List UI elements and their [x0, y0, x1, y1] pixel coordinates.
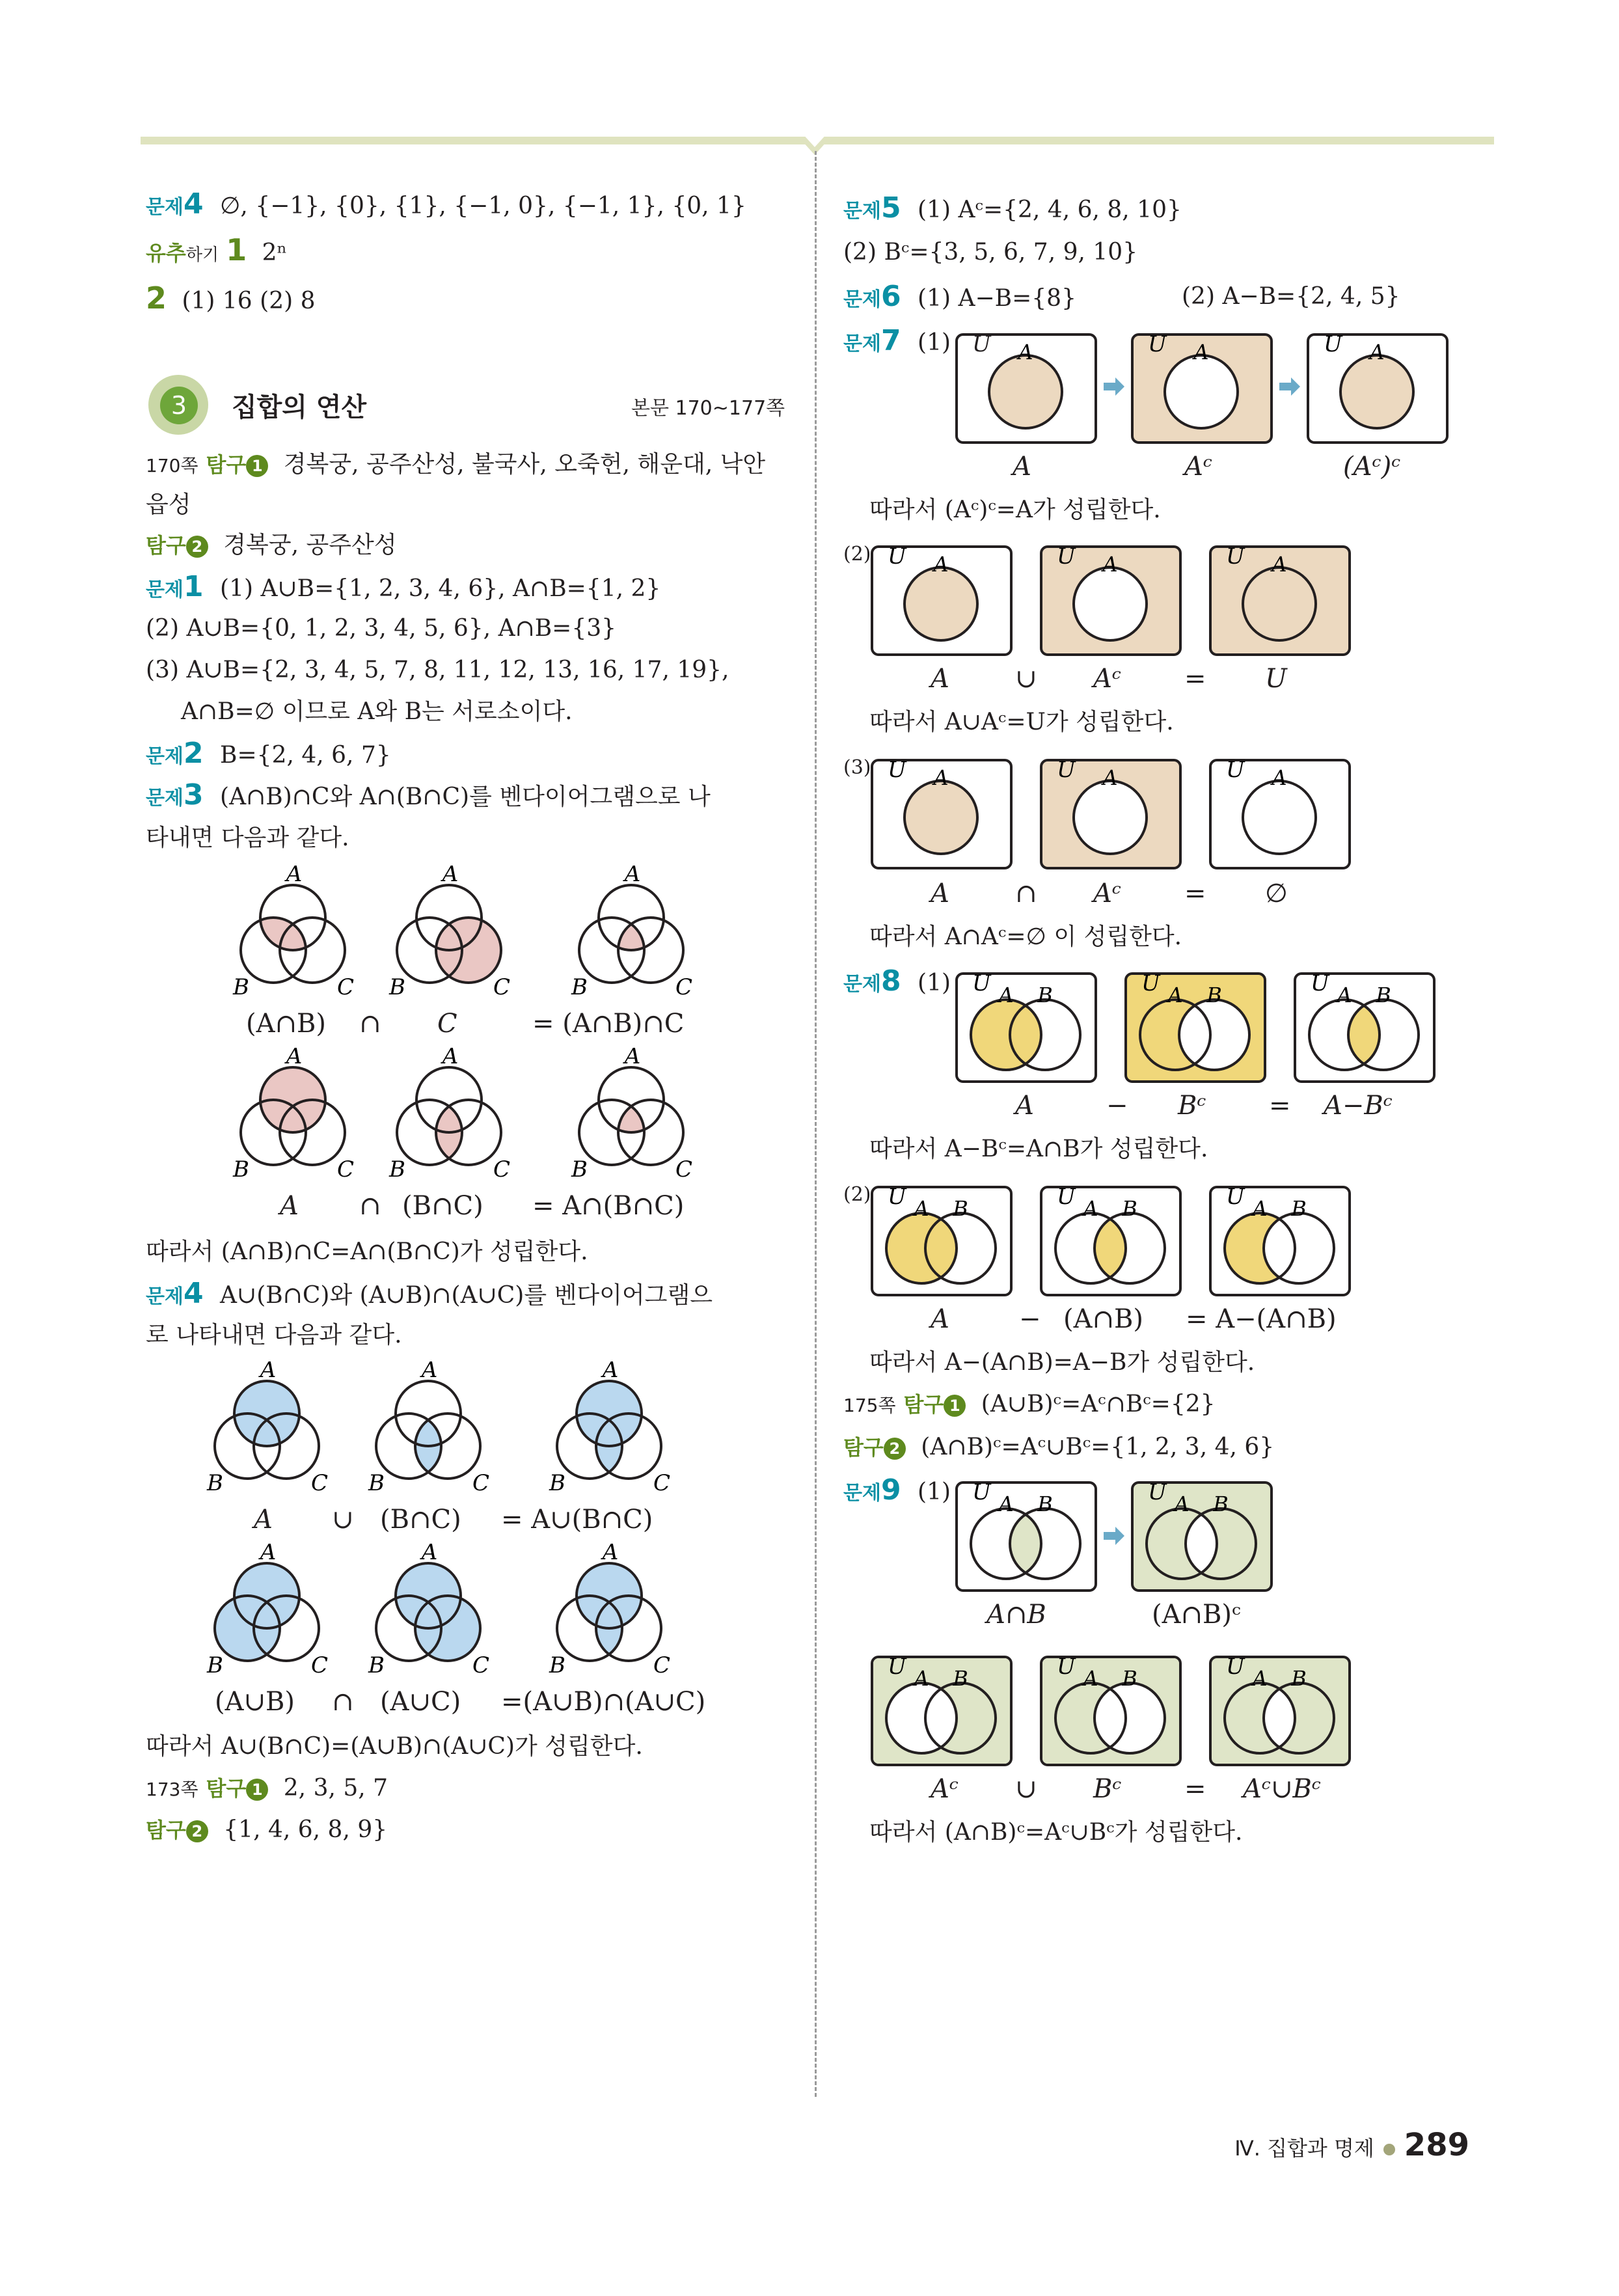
venn-label-c: C — [311, 1652, 329, 1678]
venn-label-u: U — [1057, 757, 1076, 783]
problem-5-1: 문제5 (1) Aᶜ={2, 4, 6, 8, 10} — [843, 191, 1182, 225]
venn-label-b: B — [549, 1652, 565, 1678]
venn-label-b: B — [389, 974, 405, 1000]
venn-2set-a-cap-b-complement — [1130, 1479, 1274, 1594]
venn-2set-b-complement — [1039, 1653, 1183, 1769]
venn-label-b: B — [207, 1652, 223, 1678]
section-title: 집합의 연산 — [232, 392, 367, 422]
venn-label-a: A — [998, 1492, 1014, 1516]
operator: ∪ — [1015, 1774, 1037, 1804]
venn-label-u: U — [1148, 1479, 1167, 1505]
operator: ∪ — [1015, 664, 1037, 694]
problem-1-3-cont: A∩B=∅ 이므로 A와 B는 서로소이다. — [181, 698, 573, 725]
venn-1set-a — [869, 756, 1014, 872]
operator: ∩ — [332, 1687, 354, 1717]
venn-label-u: U — [888, 1184, 906, 1210]
venn-1set-universal — [1208, 543, 1352, 659]
venn-label-a: A — [1272, 765, 1287, 790]
venn-label-c: C — [472, 1652, 490, 1678]
problem-1-2: (2) A∪B={0, 1, 2, 3, 4, 5, 6}, A∩B={3} — [146, 615, 617, 642]
venn-label-u: U — [1311, 970, 1329, 996]
operator: = — [1184, 879, 1206, 909]
venn-label-u: U — [972, 331, 991, 357]
venn-label-c: C — [675, 974, 693, 1000]
caption: A — [931, 1304, 949, 1334]
venn-2set-a-complement — [869, 1653, 1014, 1769]
column-separator — [815, 151, 817, 2097]
venn-label-a: A — [933, 765, 949, 790]
venn-label-a: A — [1102, 552, 1118, 577]
venn-label-a: A — [1252, 1666, 1268, 1691]
venn-label-b: B — [571, 1156, 588, 1182]
venn-label-b: B — [389, 1156, 405, 1182]
caption: = A∩(B∩C) — [532, 1191, 685, 1221]
venn-label-b: B — [571, 974, 588, 1000]
venn-label-u: U — [972, 1479, 991, 1505]
venn-label-b: B — [233, 974, 249, 1000]
problem-3: 문제3 (A∩B)∩C와 A∩(B∩C)를 벤다이어그램으로 나 — [146, 778, 711, 812]
problem-8-2-conclusion: 따라서 A−(A∩B)=A−B가 성립한다. — [869, 1349, 1255, 1376]
problem-7: 문제7 (1) — [843, 324, 951, 357]
operator: = — [1184, 1774, 1206, 1804]
venn-label-a: A — [933, 552, 949, 577]
venn-label-b: B — [1213, 1492, 1229, 1516]
venn-label-a: A — [1083, 1666, 1098, 1691]
venn-label-b: B — [549, 1470, 565, 1496]
venn-label-a: A — [998, 983, 1014, 1007]
venn-3set-a-cap-b — [221, 866, 364, 1009]
caption: (B∩C) — [380, 1505, 461, 1535]
venn-2set-a — [869, 1183, 1014, 1299]
caption: (A∪C) — [380, 1687, 461, 1717]
venn-label-u: U — [1226, 757, 1245, 783]
problem-8: 문제8 (1) — [843, 964, 951, 998]
page-footer — [1234, 2127, 1469, 2163]
caption: =(A∪B)∩(A∪C) — [501, 1687, 706, 1717]
venn-label-a: A — [260, 1361, 277, 1383]
explore-170-2: 탐구 2 경복궁, 공주산성 — [146, 532, 397, 558]
caption: C — [437, 1009, 457, 1039]
venn-label-a: A — [421, 1361, 438, 1383]
venn-3set-a-cup-bc — [537, 1544, 681, 1687]
caption: Aᶜ — [931, 1774, 959, 1804]
venn-2set-a-cap-b — [954, 1479, 1098, 1594]
page-number: 289 — [1404, 2127, 1469, 2163]
sub-index: (2) — [843, 1183, 871, 1206]
venn-label-u: U — [1226, 543, 1245, 569]
section-page-ref: 본문 170~177쪽 — [631, 397, 785, 420]
caption: Aᶜ∪Bᶜ — [1243, 1774, 1321, 1804]
venn-label-b: B — [1037, 1492, 1053, 1516]
problem-6-2: (2) A−B={2, 4, 5} — [1182, 283, 1400, 310]
caption: Aᶜ — [1093, 879, 1121, 909]
venn-3set-a — [221, 1048, 364, 1191]
venn-label-b: B — [1206, 983, 1222, 1007]
caption: Aᶜ — [1093, 664, 1121, 694]
problem-5-2: (2) Bᶜ={3, 5, 6, 7, 9, 10} — [843, 239, 1138, 266]
venn-label-a: A — [1083, 1196, 1098, 1221]
problem-9-conclusion: 따라서 (A∩B)ᶜ=Aᶜ∪Bᶜ가 성립한다. — [869, 1819, 1243, 1846]
caption: = A−(A∩B) — [1186, 1304, 1337, 1334]
section-number: 3 — [160, 387, 198, 424]
venn-1set-a — [1305, 331, 1450, 446]
venn-label-u: U — [1226, 1654, 1245, 1680]
venn-label-a: A — [1102, 765, 1118, 790]
caption: (B∩C) — [402, 1191, 483, 1221]
venn-label-a: A — [1272, 552, 1287, 577]
venn-label-b: B — [953, 1196, 968, 1221]
caption: (A∩B) — [1063, 1304, 1144, 1334]
venn-label-a: A — [421, 1544, 438, 1565]
venn-label-a: A — [914, 1666, 929, 1691]
sub-index: (3) — [843, 756, 871, 779]
venn-2set-b-complement — [1123, 970, 1268, 1086]
problem-7-3-conclusion: 따라서 A∩Aᶜ=∅ 이 성립한다. — [869, 923, 1182, 950]
venn-1set-empty — [1208, 756, 1352, 872]
venn-label-a: A — [624, 1048, 641, 1069]
problem-4-conclusion: 따라서 A∪(B∩C)=(A∪B)∩(A∪C)가 성립한다. — [146, 1733, 643, 1760]
caption: (A∩B) — [246, 1009, 327, 1039]
venn-label-c: C — [653, 1470, 671, 1496]
caption: A — [1015, 1091, 1034, 1121]
operator: ∪ — [332, 1505, 354, 1535]
problem-4-answer: 문제4 ∅, {−1}, {0}, {1}, {−1, 0}, {−1, 1}, {0, 1} — [146, 187, 746, 221]
venn-2set-a-cap-b-complement — [1208, 1653, 1352, 1769]
venn-label-a: A — [1252, 1196, 1268, 1221]
venn-label-b: B — [1376, 983, 1391, 1007]
problem-4: 문제4 A∪(B∩C)와 (A∪B)∩(A∪C)를 벤다이어그램으 — [146, 1277, 713, 1310]
venn-label-c: C — [337, 1156, 355, 1182]
venn-label-b: B — [1291, 1666, 1307, 1691]
venn-1set-a — [954, 331, 1098, 446]
venn-3set-c — [377, 866, 521, 1009]
operator: ∩ — [359, 1009, 381, 1039]
operator: = — [1184, 664, 1206, 694]
venn-1set-a-complement — [1039, 543, 1183, 659]
operator: ∩ — [1015, 879, 1037, 909]
venn-label-a: A — [1369, 340, 1385, 364]
venn-label-b: B — [233, 1156, 249, 1182]
venn-label-a: A — [1167, 983, 1183, 1007]
problem-8-1-conclusion: 따라서 A−Bᶜ=A∩B가 성립한다. — [869, 1136, 1208, 1162]
problem-1: 문제1 (1) A∪B={1, 2, 3, 4, 6}, A∩B={1, 2} — [146, 570, 661, 603]
caption: = (A∩B)∩C — [532, 1009, 685, 1039]
venn-label-u: U — [1057, 1184, 1076, 1210]
problem-4-cont: 로 나타내면 다음과 같다. — [146, 1322, 402, 1348]
venn-label-u: U — [888, 1654, 906, 1680]
caption: A∩B — [986, 1600, 1046, 1630]
venn-label-b: B — [953, 1666, 968, 1691]
explore-175-1: 175쪽 탐구 1 (A∪B)ᶜ=Aᶜ∩Bᶜ={2} — [843, 1391, 1216, 1417]
venn-label-a: A — [286, 1048, 303, 1069]
arrow-right-icon — [1101, 1523, 1127, 1549]
problem-9: 문제9 (1) — [843, 1473, 951, 1507]
arrow-right-icon — [1101, 374, 1127, 400]
venn-1set-a-complement — [1130, 331, 1274, 446]
venn-label-a: A — [1174, 1492, 1190, 1516]
venn-label-a: A — [1337, 983, 1352, 1007]
problem-1-3: (3) A∪B={2, 3, 4, 5, 7, 8, 11, 12, 13, 16, 17, 19}, — [146, 657, 729, 683]
problem-3-cont: 타내면 다음과 같다. — [146, 825, 349, 851]
caption: A — [280, 1191, 299, 1221]
venn-label-a: A — [602, 1361, 619, 1383]
footer-dot — [1383, 2144, 1395, 2155]
venn-3set-a-cup-bc — [537, 1361, 681, 1505]
venn-label-b: B — [1037, 983, 1053, 1007]
problem-3-conclusion: 따라서 (A∩B)∩C=A∩(B∩C)가 성립한다. — [146, 1238, 588, 1265]
venn-3set-a-cup-c — [357, 1544, 500, 1687]
venn-3set-abc — [560, 1048, 703, 1191]
venn-label-c: C — [311, 1470, 329, 1496]
venn-label-c: C — [493, 1156, 511, 1182]
caption: = A∪(B∩C) — [501, 1505, 653, 1535]
venn-label-b: B — [368, 1470, 385, 1496]
venn-label-b: B — [1122, 1196, 1137, 1221]
venn-2set-a-cap-b — [1292, 970, 1437, 1086]
venn-label-u: U — [1057, 543, 1076, 569]
venn-label-a: A — [260, 1544, 277, 1565]
problem-2: 문제2 B={2, 4, 6, 7} — [146, 737, 391, 770]
caption: A — [931, 664, 949, 694]
venn-1set-a — [869, 543, 1014, 659]
venn-2set-a-minus-b — [1208, 1183, 1352, 1299]
venn-label-u: U — [972, 970, 991, 996]
venn-label-c: C — [675, 1156, 693, 1182]
problem-7-2-conclusion: 따라서 A∪Aᶜ=U가 성립한다. — [869, 709, 1174, 735]
venn-3set-b-cap-c — [377, 1048, 521, 1191]
explore-170-1: 170쪽 탐구 1 경복궁, 공주산성, 불국사, 오죽헌, 해운대, 낙안 — [146, 451, 766, 478]
caption: (Aᶜ)ᶜ — [1343, 452, 1401, 482]
caption: A — [254, 1505, 273, 1535]
venn-label-a: A — [602, 1544, 619, 1565]
caption: A — [1013, 452, 1031, 482]
caption: Bᶜ — [1178, 1091, 1206, 1121]
caption: U — [1265, 664, 1287, 694]
venn-label-u: U — [1226, 1184, 1245, 1210]
caption: ∅ — [1265, 879, 1288, 909]
problem-6: 문제6 (1) A−B={8} — [843, 280, 1076, 313]
sub-index: (2) — [843, 543, 871, 566]
problem-7-1-conclusion: 따라서 (Aᶜ)ᶜ=A가 성립한다. — [869, 497, 1161, 523]
venn-label-a: A — [286, 866, 303, 887]
venn-label-u: U — [1324, 331, 1342, 357]
venn-label-c: C — [337, 974, 355, 1000]
venn-label-a: A — [1018, 340, 1033, 364]
explore-173-2: 탐구 2 {1, 4, 6, 8, 9} — [146, 1816, 388, 1843]
caption: Bᶜ — [1093, 1774, 1122, 1804]
venn-label-a: A — [442, 1048, 459, 1069]
chapter-label: Ⅳ. 집합과 명제 — [1234, 2136, 1374, 2161]
venn-3set-abc — [560, 866, 703, 1009]
caption: (A∪B) — [215, 1687, 295, 1717]
operator: = — [1269, 1091, 1291, 1121]
venn-label-c: C — [653, 1652, 671, 1678]
venn-label-c: C — [472, 1470, 490, 1496]
venn-1set-a-complement — [1039, 756, 1183, 872]
venn-label-u: U — [1057, 1654, 1076, 1680]
venn-label-a: A — [624, 866, 641, 887]
venn-label-b: B — [207, 1470, 223, 1496]
operator: ∩ — [359, 1191, 381, 1221]
venn-3set-b-cap-c — [357, 1361, 500, 1505]
venn-2set-a — [954, 970, 1098, 1086]
venn-label-b: B — [1122, 1666, 1137, 1691]
venn-label-c: C — [493, 974, 511, 1000]
caption: Aᶜ — [1184, 452, 1212, 482]
arrow-right-icon — [1277, 374, 1303, 400]
caption: A−Bᶜ — [1324, 1091, 1393, 1121]
inference-1-answer: 유추하기 1 2ⁿ — [146, 232, 288, 267]
caption: A — [931, 879, 949, 909]
venn-label-u: U — [1141, 970, 1160, 996]
venn-2set-a-cap-b — [1039, 1183, 1183, 1299]
venn-label-u: U — [1148, 331, 1167, 357]
venn-label-a: A — [442, 866, 459, 887]
explore-170-1-cont: 읍성 — [146, 491, 191, 518]
operator: − — [1106, 1091, 1128, 1121]
venn-label-u: U — [888, 543, 906, 569]
explore-175-2: 탐구 2 (A∩B)ᶜ=Aᶜ∪Bᶜ={1, 2, 3, 4, 6} — [843, 1434, 1275, 1460]
venn-label-b: B — [368, 1652, 385, 1678]
venn-3set-a-cup-b — [195, 1544, 338, 1687]
venn-3set-a — [195, 1361, 338, 1505]
caption: (A∩B)ᶜ — [1152, 1600, 1241, 1630]
operator: − — [1019, 1304, 1041, 1334]
inference-2-answer: 2 (1) 16 (2) 8 — [146, 280, 316, 316]
explore-173-1: 173쪽 탐구 1 2, 3, 5, 7 — [146, 1775, 388, 1801]
venn-label-u: U — [888, 757, 906, 783]
venn-label-a: A — [1193, 340, 1209, 364]
venn-label-a: A — [914, 1196, 929, 1221]
venn-label-b: B — [1291, 1196, 1307, 1221]
